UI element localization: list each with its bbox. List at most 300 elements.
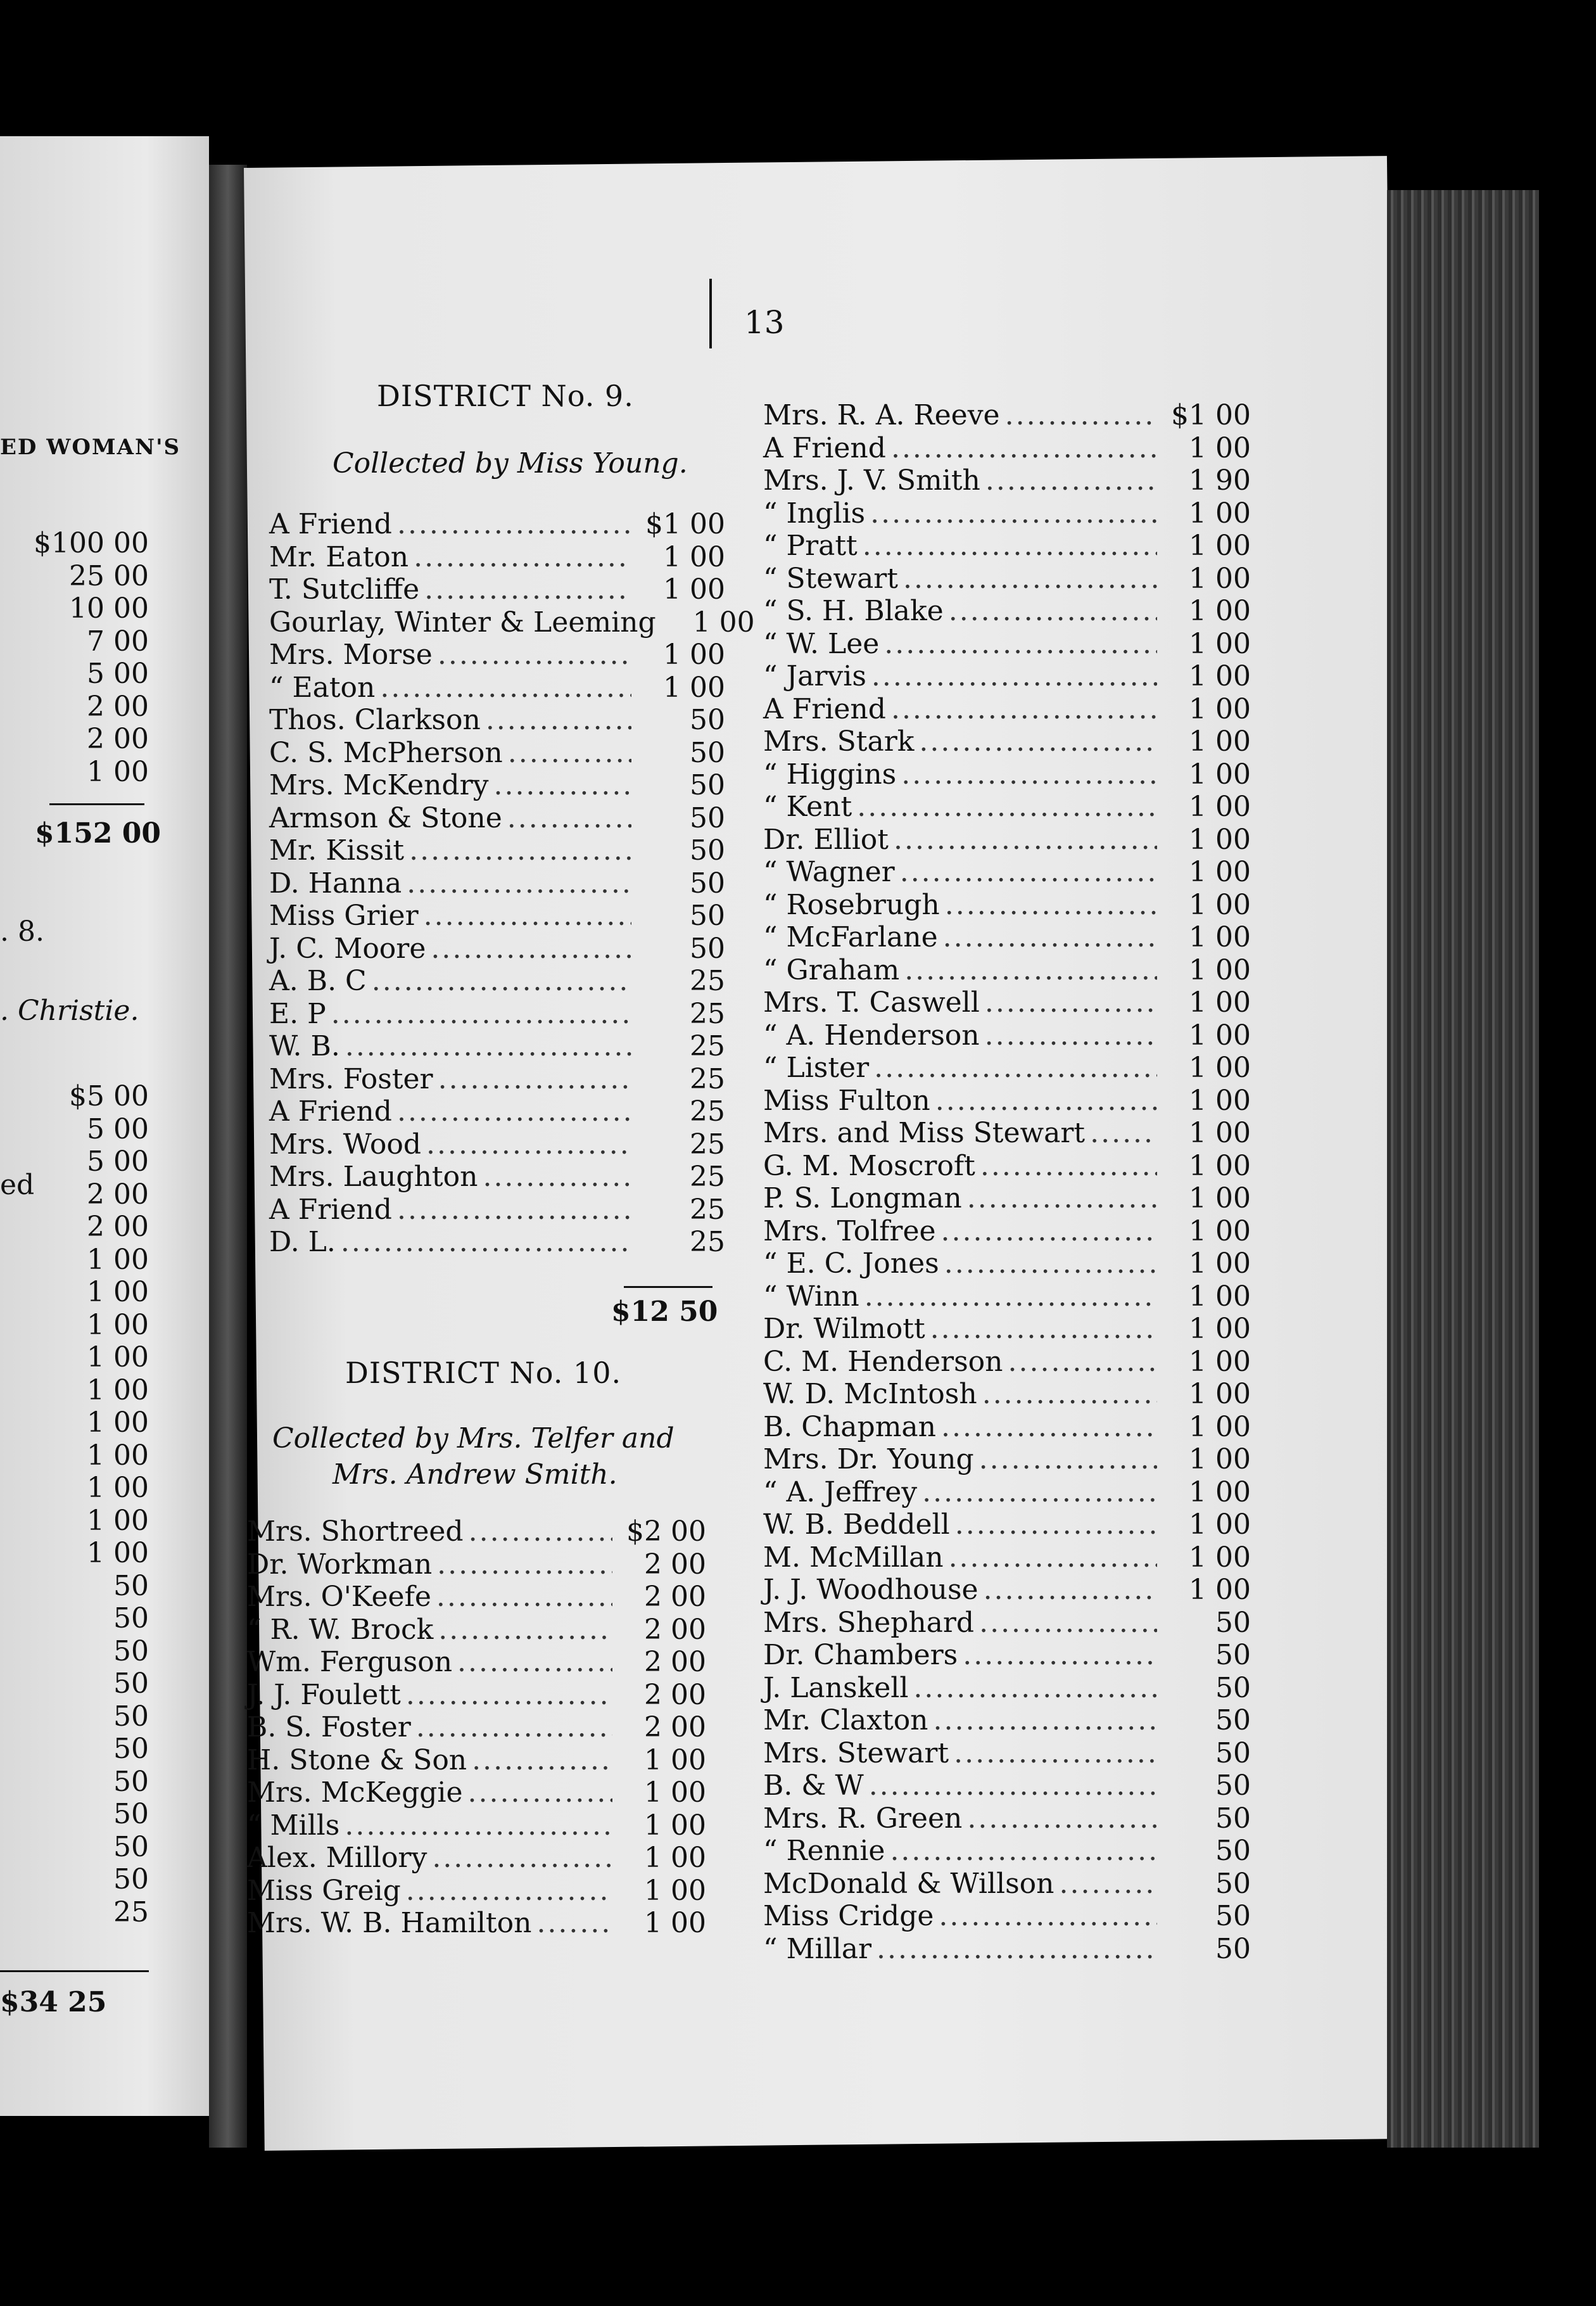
leader-dots [967,1182,1157,1215]
donor-name: “ S. H. Blake [763,595,944,627]
donation-amount: 1 00 [1189,1508,1251,1541]
donor-name: Dr. Wilmott [763,1313,925,1345]
list-item [0,592,149,625]
leader-dots [864,1280,1157,1313]
donation-amount: 1 00 [1189,1182,1251,1214]
donor-name: Mrs. Foster [269,1062,433,1095]
leader-dots [438,1614,612,1647]
district-9-collector: Collected by Miss Young. [332,447,688,480]
donor-name: “ Winn [763,1280,859,1313]
leader-dots [884,628,1157,661]
leader-dots [985,1019,1157,1052]
donation-amount: 1 00 [1189,1280,1251,1313]
donation-amount: 50 [1215,1671,1251,1704]
donor-name: “ Jarvis [763,660,866,692]
donation-amount: 25 [690,1161,725,1193]
leader-dots [963,1639,1157,1672]
donor-name: “ Lister [763,1052,870,1084]
donation-amount: 1 00 [1189,1019,1251,1052]
district-9-list [269,508,755,1259]
list-item [269,1063,725,1096]
donor-name: C. M. Henderson [763,1345,1003,1378]
donor-name: D. Hanna [269,867,402,900]
list-item [269,998,725,1031]
leader-dots [331,998,631,1031]
leader-dots [891,432,1157,465]
list-item [247,1744,706,1777]
list-item [269,867,725,900]
donation-amount: 1 00 [1189,1117,1251,1149]
donation-amount: $2 00 [626,1515,706,1548]
leader-dots [426,1128,631,1161]
leader-dots [432,1842,612,1875]
donor-name: Mrs. R. Green [763,1802,963,1835]
district-9-total-rule [624,1286,712,1288]
donation-amount: 50 [1215,1606,1251,1639]
list-item [269,965,725,998]
list-item [247,1515,706,1548]
donation-amount: 25 [690,997,725,1030]
donation-amount: 2 00 [644,1548,706,1581]
donation-amount: 1 00 [1189,791,1251,823]
leader-dots [483,1161,631,1194]
donor-name: Mrs. Morse [269,639,433,671]
donor-name: Mrs. McKeggie [247,1776,463,1809]
donation-amount: 1 90 [1189,464,1251,497]
donor-name: Dr. Workman [247,1548,433,1581]
left-total-rule-top [49,803,144,805]
left-ed-fragment: ed [0,1169,35,1201]
donation-amount: 1 00 [87,1472,149,1504]
donation-amount: 50 [690,834,725,867]
list-item [763,954,1251,987]
leader-dots [1008,1346,1158,1379]
list-item [763,1900,1251,1933]
donor-name: “ W. Lee [763,627,880,660]
list-item [269,704,725,737]
donor-name: Alex. Millory [247,1842,428,1874]
donor-name: Mrs. Tolfree [763,1214,936,1247]
donor-name: Miss Fulton [763,1084,930,1117]
donation-amount: 50 [1215,1769,1251,1802]
list-item [763,1247,1251,1280]
donation-amount: 1 00 [1189,1443,1251,1475]
donation-amount: 2 00 [644,1678,706,1711]
list-item [0,1733,149,1766]
donor-name: Mrs. and Miss Stewart [763,1117,1086,1149]
list-item [763,1476,1251,1509]
donor-name: “ Higgins [763,758,897,791]
donor-name: “ Eaton [269,671,376,704]
donor-name: J. Lanskell [763,1671,909,1704]
donation-amount: 50 [1215,1835,1251,1867]
donation-amount: 25 [690,965,725,997]
donation-amount: 1 00 [1189,1378,1251,1410]
list-item [0,1798,149,1831]
donor-name: A Friend [763,692,886,725]
donation-amount: 50 [690,704,725,736]
district-10-collector-line2: Mrs. Andrew Smith. [332,1458,618,1491]
list-item [763,1443,1251,1476]
list-item [763,1085,1251,1118]
leader-dots [508,737,631,770]
left-header-fragment: ED WOMAN'S [0,435,181,460]
leader-dots [949,1541,1157,1574]
list-item [0,691,149,723]
donor-name: “ A. Henderson [763,1019,980,1052]
donor-name: Mr. Kissit [269,834,405,867]
list-item [763,856,1251,889]
donation-amount: 1 00 [87,1341,149,1373]
list-item [763,1737,1251,1770]
list-item [0,1113,149,1146]
donor-name: B. Chapman [763,1410,937,1443]
list-item [763,1215,1251,1248]
list-item [0,1406,149,1439]
list-item [269,672,725,704]
donation-amount: 1 00 [692,606,755,639]
donation-amount: 2 00 [644,1581,706,1613]
leader-dots [943,921,1157,954]
leader-dots [406,1679,612,1712]
donation-amount: 1 00 [1189,692,1251,725]
leader-dots [945,889,1157,922]
donation-amount: 1 00 [87,755,149,788]
list-item [269,1194,725,1226]
list-item [763,1933,1251,1966]
donor-name: Armson & Stone [269,801,502,834]
list-item [763,660,1251,693]
leader-dots [944,1247,1157,1280]
donor-name: Gourlay, Winter & Leeming [269,606,656,639]
leader-dots [980,1150,1157,1183]
donor-name: W. B. Beddell [763,1508,950,1541]
list-item [269,1128,725,1161]
leader-dots [468,1776,612,1809]
donor-name: “ Stewart [763,562,898,595]
donation-amount: 1 00 [1189,627,1251,660]
donor-name: Mr. Eaton [269,540,409,573]
left-total-rule-bottom [0,1970,149,1972]
list-item [247,1679,706,1712]
donor-name: P. S. Longman [763,1182,962,1214]
district-10-collector-line1: Collected by Mrs. Telfer and [272,1422,674,1455]
list-item [763,432,1251,465]
donation-amount: 50 [1215,1867,1251,1900]
list-item [0,1309,149,1342]
donor-name: “ Millar [763,1932,872,1965]
donation-amount: 1 00 [1189,1214,1251,1247]
donation-amount: 25 [690,1193,725,1226]
donor-name: Mrs. Dr. Young [763,1443,974,1475]
leader-dots [967,1802,1157,1835]
donation-amount: 50 [690,900,725,932]
donor-name: “ E. C. Jones [763,1247,939,1280]
leader-dots [890,1835,1157,1868]
donation-amount: 1 00 [1189,1410,1251,1443]
donor-name: Miss Grier [269,900,419,932]
donor-name: Mr. Claxton [763,1704,928,1736]
leader-dots [949,595,1157,628]
donation-amount: 50 [113,1569,149,1602]
donation-amount: 1 00 [1189,1475,1251,1508]
donation-amount: 50 [690,736,725,769]
list-item [763,399,1251,432]
donation-amount: 1 00 [1189,1313,1251,1345]
list-item [0,1667,149,1700]
leader-dots [416,1711,612,1744]
list-item [269,1095,725,1128]
donor-name: H. Stone & Son [247,1743,467,1776]
donor-name: G. M. Moscroft [763,1149,975,1182]
donation-amount: 50 [113,1602,149,1634]
list-item [763,1541,1251,1574]
donation-amount: 1 00 [1189,530,1251,562]
leader-dots [894,824,1157,857]
left-district-fragment: . 8. [0,915,44,948]
list-item [269,541,725,574]
donation-amount: 1 00 [1189,725,1251,758]
donor-name: Dr. Chambers [763,1639,958,1671]
list-item [0,625,149,658]
donor-name: “ Kent [763,791,852,823]
district-10-list [247,1515,706,1940]
list-item [269,769,725,802]
leader-dots [345,1030,631,1063]
donation-amount: 1 00 [1189,562,1251,595]
list-item [0,1341,149,1374]
list-item [0,1635,149,1668]
list-item [763,791,1251,824]
list-item [763,530,1251,563]
list-item [0,1766,149,1799]
list-item [763,1411,1251,1444]
donation-amount: 1 00 [1189,431,1251,464]
donation-amount: 25 [690,1030,725,1062]
donation-amount: 25 [690,1226,725,1258]
donation-amount: 50 [1215,1704,1251,1736]
leader-dots [486,704,631,737]
donation-amount: 2 00 [644,1711,706,1743]
donation-amount: 50 [1215,1736,1251,1769]
list-item [763,1117,1251,1150]
donation-amount: 1 00 [1189,953,1251,986]
list-item [0,1080,149,1113]
leader-dots [507,802,631,835]
list-item [763,725,1251,758]
donation-amount: 1 00 [1189,1541,1251,1574]
donation-amount: 1 00 [644,1776,706,1809]
leader-dots [406,1875,612,1908]
leader-dots [341,1226,631,1259]
list-item [269,834,725,867]
list-item [763,1607,1251,1640]
district-9-total: $12 50 [611,1296,718,1328]
donor-name: W. D. McIntosh [763,1378,977,1410]
list-item [0,1178,149,1211]
list-item [763,1378,1251,1411]
leader-dots [493,769,631,802]
donor-name: “ R. W. Brock [247,1613,434,1646]
donor-name: A. B. C [269,965,367,997]
donor-name: M. McMillan [763,1541,944,1574]
leader-dots [919,725,1157,758]
left-total-top: $152 00 [35,817,162,850]
list-item [763,986,1251,1019]
list-item [763,1508,1251,1541]
donor-name: A Friend [269,1193,392,1226]
donation-amount: 1 00 [644,1743,706,1776]
donor-name: McDonald & Willson [763,1867,1054,1900]
leader-dots [436,1581,612,1614]
list-item [763,1672,1251,1705]
donor-name: Mrs. Shephard [763,1606,975,1639]
list-item [0,1831,149,1864]
page-margin-mark [709,279,712,348]
leader-dots [941,1411,1157,1444]
donation-amount: 1 00 [644,1874,706,1907]
list-item [269,1161,725,1194]
donor-name: W. B. [269,1030,340,1062]
list-item [0,560,149,593]
donation-amount: $1 00 [645,508,725,540]
donation-amount: 1 00 [1189,1149,1251,1182]
donor-name: “ Mills [247,1809,340,1842]
donation-amount: 50 [690,801,725,834]
list-item [0,1145,149,1178]
donation-amount: 10 00 [69,592,149,625]
donor-name: Mrs. Stewart [763,1736,949,1769]
leader-dots [345,1809,612,1842]
donation-amount: 1 00 [1189,1345,1251,1378]
list-item [763,497,1251,530]
list-item [269,900,725,933]
donor-name: Miss Cridge [763,1900,934,1932]
donation-amount: 50 [690,867,725,900]
list-item [247,1875,706,1908]
donation-amount: 50 [113,1667,149,1700]
list-item [247,1614,706,1647]
list-item [247,1842,706,1875]
list-item [0,1505,149,1538]
list-item [269,1030,725,1063]
donation-amount: 50 [113,1863,149,1895]
leader-dots [900,856,1157,889]
list-item [763,1280,1251,1313]
donation-amount: 25 [690,1095,725,1128]
donation-amount: $5 00 [69,1080,149,1112]
list-item [763,628,1251,661]
donor-name: A Friend [269,508,392,540]
leader-dots [438,639,631,672]
donor-name: Mrs. Shortreed [247,1515,464,1548]
list-item [269,933,725,965]
donation-amount: 1 00 [1189,497,1251,530]
donor-name: T. Sutcliffe [269,573,420,606]
list-item [763,1704,1251,1737]
leader-dots [1005,399,1157,432]
leader-dots [469,1515,612,1548]
district-10-title: DISTRICT No. 10. [345,1356,622,1390]
page-number: 13 [744,304,785,341]
list-item [269,1226,725,1259]
donation-amount: 1 00 [644,1907,706,1939]
list-item [0,1374,149,1407]
leader-dots [901,758,1157,791]
list-item [0,1439,149,1472]
donation-amount: 1 00 [1189,1052,1251,1084]
list-item [763,1052,1251,1085]
donation-amount: $100 00 [34,527,149,559]
donation-amount: 5 00 [87,658,149,690]
donation-amount: 1 00 [663,573,725,606]
list-item [269,802,725,835]
leader-dots [871,660,1157,693]
leader-dots [903,563,1157,596]
donor-name: Mrs. O'Keefe [247,1581,431,1613]
donation-amount: 1 00 [87,1504,149,1537]
list-item [763,824,1251,857]
leader-dots [979,1607,1157,1640]
donation-amount: 25 [113,1895,149,1928]
book-gutter [209,165,247,2148]
donor-name: C. S. McPherson [269,736,503,769]
donation-amount: 50 [113,1733,149,1765]
leader-dots [913,1672,1157,1705]
list-item [0,658,149,691]
donation-amount: 1 00 [1189,758,1251,791]
donation-amount: 1 00 [87,1243,149,1276]
leader-dots [904,954,1157,987]
donor-name: Wm. Ferguson [247,1646,453,1678]
leader-dots [407,867,631,900]
donor-name: “ McFarlane [763,921,938,953]
leader-dots [982,1378,1157,1411]
donor-name: A Friend [269,1095,392,1128]
list-item [763,563,1251,596]
donor-name: “ Rosebrugh [763,888,940,921]
donor-name: E. P [269,997,326,1030]
left-total-bottom: $34 25 [0,1986,107,2018]
left-amounts-bottom [0,1080,149,1928]
list-item [763,1769,1251,1802]
list-item [247,1548,706,1581]
leader-dots [437,1548,612,1581]
leader-dots [922,1476,1157,1509]
donation-amount: 7 00 [87,625,149,658]
donor-name: B. & W [763,1769,864,1802]
donation-amount: 5 00 [87,1112,149,1145]
donation-amount: 50 [1215,1639,1251,1671]
leader-dots [857,791,1157,824]
donor-name: Thos. Clarkson [269,704,481,736]
donation-amount: 1 00 [87,1537,149,1569]
list-item [763,1802,1251,1835]
donor-name: B. S. Foster [247,1711,411,1743]
donation-amount: 1 00 [663,540,725,573]
donation-amount: 50 [1215,1932,1251,1965]
list-item [763,889,1251,922]
list-item [763,1150,1251,1183]
list-item [0,756,149,789]
leader-dots [984,1574,1157,1607]
donation-amount: 50 [1215,1802,1251,1835]
leader-dots [935,1085,1157,1118]
donor-name: A Friend [763,431,886,464]
donor-name: “ Pratt [763,530,858,562]
donation-amount: 1 00 [663,639,725,671]
donor-name: “ Graham [763,953,900,986]
